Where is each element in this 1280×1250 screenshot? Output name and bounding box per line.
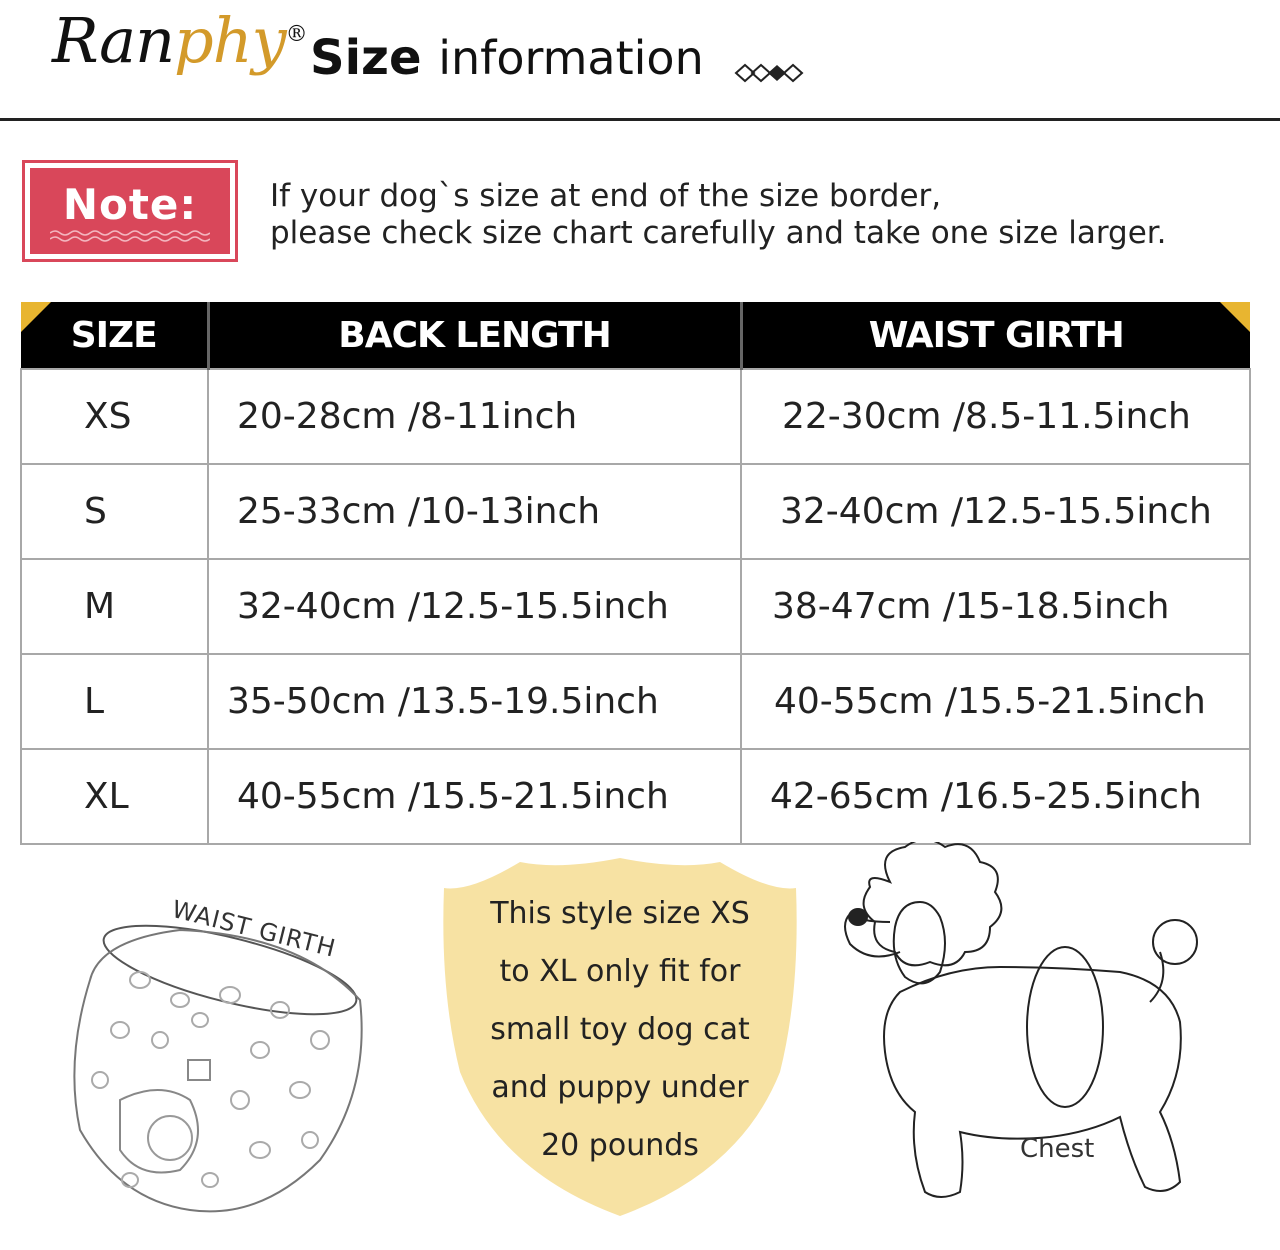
waist-girth-cell: 38-47cm /15-18.5inch	[741, 559, 1250, 654]
table-row	[21, 559, 1250, 654]
waist-girth-label: WAIST GIRTH	[169, 895, 339, 963]
back-length-cell: 25-33cm /10-13inch	[208, 464, 741, 559]
size-cell: XS	[21, 369, 208, 464]
chest-label: Chest	[1020, 1134, 1095, 1164]
note-line-1: If your dog`s size at end of the size border,	[270, 178, 942, 214]
table-row	[21, 749, 1250, 844]
table-row	[21, 654, 1250, 749]
waist-girth-cell: 32-40cm /12.5-15.5inch	[741, 464, 1250, 559]
note-line-2: please check size chart carefully and take one size larger.	[270, 215, 1167, 251]
table-row	[21, 464, 1250, 559]
diamonds-icon	[734, 62, 806, 84]
size-cell: L	[21, 654, 208, 749]
note-text	[270, 178, 1167, 252]
size-chart-table	[20, 302, 1251, 845]
note-label: Note:	[62, 179, 198, 229]
corner-decoration-right	[1220, 302, 1250, 332]
size-cell: M	[21, 559, 208, 654]
page-title	[310, 30, 704, 86]
registered-mark: ®	[285, 22, 307, 47]
shield-line: 20 pounds	[541, 1128, 699, 1163]
title-light: information	[438, 31, 704, 85]
poodle-illustration-icon	[830, 842, 1260, 1222]
shield-line: and puppy under	[491, 1070, 749, 1105]
waist-girth-cell: 42-65cm /16.5-25.5inch	[741, 749, 1250, 844]
shield-text	[460, 885, 780, 1175]
waist-girth-cell: 40-55cm /15.5-21.5inch	[741, 654, 1250, 749]
shield-line: to XL only fit for	[499, 954, 741, 989]
table-row	[21, 369, 1250, 464]
header	[0, 0, 1280, 120]
header-back-length: BACK LENGTH	[208, 302, 741, 369]
back-length-cell: 40-55cm /15.5-21.5inch	[208, 749, 741, 844]
shield-line: This style size XS	[490, 896, 750, 931]
header-divider	[0, 118, 1280, 121]
back-length-cell: 35-50cm /13.5-19.5inch	[208, 654, 741, 749]
size-cell: S	[21, 464, 208, 559]
waist-girth-cell: 22-30cm /8.5-11.5inch	[741, 369, 1250, 464]
back-length-cell: 20-28cm /8-11inch	[208, 369, 741, 464]
diaper-illustration-icon	[60, 910, 370, 1230]
back-length-cell: 32-40cm /12.5-15.5inch	[208, 559, 741, 654]
header-waist-girth: WAIST GIRTH	[741, 302, 1250, 369]
title-bold: Size	[310, 30, 422, 86]
size-cell: XL	[21, 749, 208, 844]
header-size: SIZE	[21, 302, 208, 369]
wave-icon	[50, 229, 210, 243]
brand-logo: Ranphy®	[52, 4, 307, 77]
corner-decoration-left	[21, 302, 51, 332]
shield-line: small toy dog cat	[490, 1012, 750, 1047]
note-badge	[22, 160, 238, 262]
table-header-row	[21, 302, 1250, 369]
